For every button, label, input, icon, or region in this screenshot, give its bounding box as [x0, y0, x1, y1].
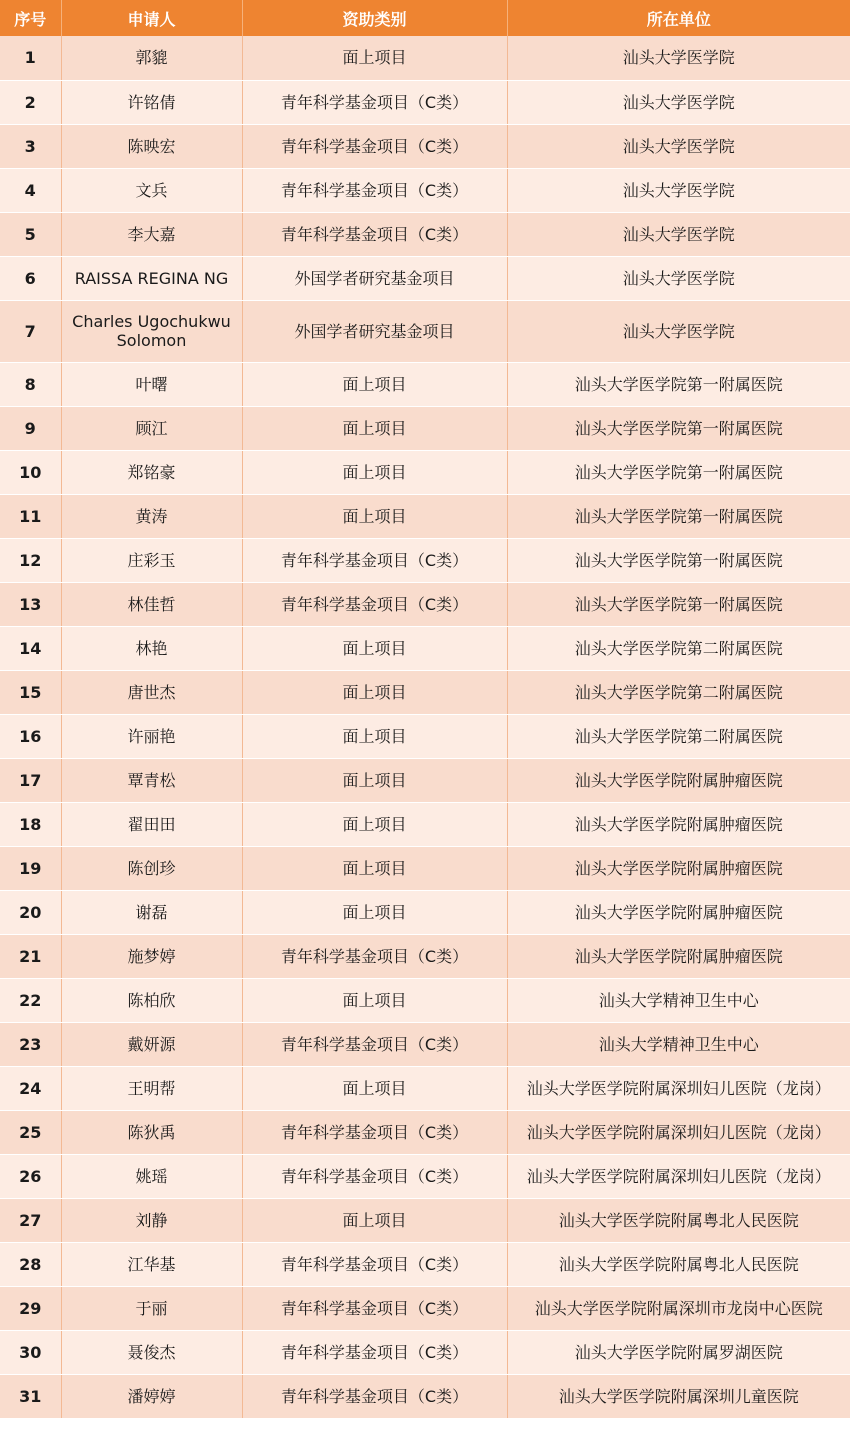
serial-cell: 19	[0, 846, 61, 890]
institution-cell: 汕头大学医学院	[507, 212, 850, 256]
funding-type-cell: 青年科学基金项目（C类）	[242, 1154, 507, 1198]
institution-cell: 汕头大学医学院附属罗湖医院	[507, 1330, 850, 1374]
applicant-cell: 庄彩玉	[61, 538, 242, 582]
serial-cell: 3	[0, 124, 61, 168]
table-header-row	[0, 0, 850, 36]
applicant-cell: 郑铭豪	[61, 450, 242, 494]
header-applicant: 申请人	[61, 0, 242, 36]
applicant-cell: 翟田田	[61, 802, 242, 846]
serial-cell: 17	[0, 758, 61, 802]
serial-cell: 14	[0, 626, 61, 670]
serial-cell: 6	[0, 256, 61, 300]
institution-cell: 汕头大学医学院附属肿瘤医院	[507, 802, 850, 846]
table-row	[0, 934, 850, 978]
applicant-cell: 文兵	[61, 168, 242, 212]
funding-type-cell: 青年科学基金项目（C类）	[242, 1242, 507, 1286]
serial-cell: 7	[0, 300, 61, 362]
funding-type-cell: 面上项目	[242, 406, 507, 450]
applicant-cell: 陈创珍	[61, 846, 242, 890]
funding-type-cell: 面上项目	[242, 758, 507, 802]
applicant-cell: 唐世杰	[61, 670, 242, 714]
serial-cell: 11	[0, 494, 61, 538]
funding-type-cell: 青年科学基金项目（C类）	[242, 582, 507, 626]
institution-cell: 汕头大学医学院附属深圳妇儿医院（龙岗）	[507, 1110, 850, 1154]
table-row	[0, 450, 850, 494]
funding-type-cell: 面上项目	[242, 450, 507, 494]
serial-cell: 21	[0, 934, 61, 978]
institution-cell: 汕头大学医学院	[507, 168, 850, 212]
table-row	[0, 300, 850, 362]
serial-cell: 15	[0, 670, 61, 714]
table-row	[0, 1374, 850, 1418]
institution-cell: 汕头大学医学院附属粤北人民医院	[507, 1242, 850, 1286]
applicant-cell: 林佳哲	[61, 582, 242, 626]
serial-cell: 12	[0, 538, 61, 582]
institution-cell: 汕头大学医学院	[507, 36, 850, 80]
institution-cell: 汕头大学医学院第一附属医院	[507, 362, 850, 406]
funding-type-cell: 面上项目	[242, 494, 507, 538]
header-serial: 序号	[0, 0, 61, 36]
table-row	[0, 494, 850, 538]
funding-type-cell: 青年科学基金项目（C类）	[242, 124, 507, 168]
institution-cell: 汕头大学医学院附属深圳妇儿医院（龙岗）	[507, 1154, 850, 1198]
serial-cell: 27	[0, 1198, 61, 1242]
table-row	[0, 758, 850, 802]
funding-type-cell: 青年科学基金项目（C类）	[242, 1286, 507, 1330]
funding-type-cell: 面上项目	[242, 1198, 507, 1242]
table-body	[0, 36, 850, 1418]
serial-cell: 2	[0, 80, 61, 124]
funding-type-cell: 面上项目	[242, 670, 507, 714]
institution-cell: 汕头大学医学院附属深圳市龙岗中心医院	[507, 1286, 850, 1330]
applicant-cell: 覃青松	[61, 758, 242, 802]
applicant-cell: 施梦婷	[61, 934, 242, 978]
institution-cell: 汕头大学精神卫生中心	[507, 978, 850, 1022]
funding-type-cell: 面上项目	[242, 362, 507, 406]
serial-cell: 31	[0, 1374, 61, 1418]
applicant-cell: 郭貔	[61, 36, 242, 80]
table-row	[0, 124, 850, 168]
table-row	[0, 1110, 850, 1154]
applicant-cell: 谢磊	[61, 890, 242, 934]
funding-type-cell: 面上项目	[242, 714, 507, 758]
table-row	[0, 362, 850, 406]
serial-cell: 23	[0, 1022, 61, 1066]
table-row	[0, 256, 850, 300]
applicant-cell: 顾江	[61, 406, 242, 450]
table-row	[0, 1022, 850, 1066]
institution-cell: 汕头大学医学院	[507, 80, 850, 124]
applicant-cell: 王明帮	[61, 1066, 242, 1110]
serial-cell: 16	[0, 714, 61, 758]
table-row	[0, 538, 850, 582]
table-row	[0, 978, 850, 1022]
institution-cell: 汕头大学医学院附属深圳妇儿医院（龙岗）	[507, 1066, 850, 1110]
table-row	[0, 36, 850, 80]
applicant-cell: 刘静	[61, 1198, 242, 1242]
serial-cell: 26	[0, 1154, 61, 1198]
serial-cell: 13	[0, 582, 61, 626]
header-institution: 所在单位	[507, 0, 850, 36]
table-row	[0, 168, 850, 212]
institution-cell: 汕头大学医学院附属肿瘤医院	[507, 758, 850, 802]
funding-type-cell: 青年科学基金项目（C类）	[242, 934, 507, 978]
institution-cell: 汕头大学医学院附属肿瘤医院	[507, 846, 850, 890]
institution-cell: 汕头大学医学院附属肿瘤医院	[507, 934, 850, 978]
serial-cell: 24	[0, 1066, 61, 1110]
applicant-cell: 江华基	[61, 1242, 242, 1286]
serial-cell: 4	[0, 168, 61, 212]
institution-cell: 汕头大学医学院第二附属医院	[507, 670, 850, 714]
table-row	[0, 626, 850, 670]
institution-cell: 汕头大学医学院第一附属医院	[507, 406, 850, 450]
institution-cell: 汕头大学精神卫生中心	[507, 1022, 850, 1066]
header-funding-type: 资助类别	[242, 0, 507, 36]
serial-cell: 20	[0, 890, 61, 934]
applicant-cell: 许铭倩	[61, 80, 242, 124]
funding-type-cell: 面上项目	[242, 626, 507, 670]
applicant-cell: RAISSA REGINA NG	[61, 256, 242, 300]
serial-cell: 1	[0, 36, 61, 80]
funding-type-cell: 青年科学基金项目（C类）	[242, 1022, 507, 1066]
funding-type-cell: 面上项目	[242, 1066, 507, 1110]
table-row	[0, 1198, 850, 1242]
serial-cell: 8	[0, 362, 61, 406]
table-row	[0, 670, 850, 714]
institution-cell: 汕头大学医学院附属肿瘤医院	[507, 890, 850, 934]
institution-cell: 汕头大学医学院第一附属医院	[507, 582, 850, 626]
institution-cell: 汕头大学医学院第二附属医院	[507, 626, 850, 670]
funding-type-cell: 青年科学基金项目（C类）	[242, 80, 507, 124]
table-row	[0, 582, 850, 626]
applicant-cell: 陈狄禹	[61, 1110, 242, 1154]
serial-cell: 9	[0, 406, 61, 450]
serial-cell: 28	[0, 1242, 61, 1286]
applicant-cell: 黄涛	[61, 494, 242, 538]
serial-cell: 25	[0, 1110, 61, 1154]
funding-type-cell: 面上项目	[242, 802, 507, 846]
applicant-cell: 潘婷婷	[61, 1374, 242, 1418]
serial-cell: 10	[0, 450, 61, 494]
funding-type-cell: 青年科学基金项目（C类）	[242, 168, 507, 212]
table-row	[0, 1330, 850, 1374]
applicant-cell: 许丽艳	[61, 714, 242, 758]
serial-cell: 29	[0, 1286, 61, 1330]
applicant-cell: 李大嘉	[61, 212, 242, 256]
applicant-cell: 陈柏欣	[61, 978, 242, 1022]
funding-type-cell: 面上项目	[242, 36, 507, 80]
institution-cell: 汕头大学医学院附属深圳儿童医院	[507, 1374, 850, 1418]
funding-type-cell: 面上项目	[242, 846, 507, 890]
institution-cell: 汕头大学医学院	[507, 256, 850, 300]
funding-type-cell: 青年科学基金项目（C类）	[242, 1110, 507, 1154]
applicant-cell: 姚瑶	[61, 1154, 242, 1198]
table-row	[0, 1242, 850, 1286]
serial-cell: 5	[0, 212, 61, 256]
applicant-cell: 叶曙	[61, 362, 242, 406]
funding-type-cell: 面上项目	[242, 978, 507, 1022]
table-row	[0, 714, 850, 758]
table-row	[0, 1154, 850, 1198]
table-row	[0, 80, 850, 124]
applicant-cell: Charles Ugochukwu Solomon	[61, 300, 242, 362]
table-row	[0, 406, 850, 450]
funding-type-cell: 青年科学基金项目（C类）	[242, 538, 507, 582]
table-row	[0, 890, 850, 934]
serial-cell: 22	[0, 978, 61, 1022]
applicant-cell: 聂俊杰	[61, 1330, 242, 1374]
applicant-cell: 戴妍源	[61, 1022, 242, 1066]
table-row	[0, 846, 850, 890]
institution-cell: 汕头大学医学院第一附属医院	[507, 494, 850, 538]
serial-cell: 18	[0, 802, 61, 846]
applicant-cell: 林艳	[61, 626, 242, 670]
institution-cell: 汕头大学医学院	[507, 124, 850, 168]
table-row	[0, 802, 850, 846]
funding-type-cell: 青年科学基金项目（C类）	[242, 1374, 507, 1418]
institution-cell: 汕头大学医学院第二附属医院	[507, 714, 850, 758]
institution-cell: 汕头大学医学院	[507, 300, 850, 362]
institution-cell: 汕头大学医学院第一附属医院	[507, 538, 850, 582]
funding-type-cell: 外国学者研究基金项目	[242, 256, 507, 300]
serial-cell: 30	[0, 1330, 61, 1374]
applicant-cell: 陈映宏	[61, 124, 242, 168]
table-row	[0, 1286, 850, 1330]
funding-type-cell: 青年科学基金项目（C类）	[242, 1330, 507, 1374]
institution-cell: 汕头大学医学院附属粤北人民医院	[507, 1198, 850, 1242]
applicant-cell: 于丽	[61, 1286, 242, 1330]
funding-type-cell: 外国学者研究基金项目	[242, 300, 507, 362]
table-row	[0, 1066, 850, 1110]
institution-cell: 汕头大学医学院第一附属医院	[507, 450, 850, 494]
funding-type-cell: 青年科学基金项目（C类）	[242, 212, 507, 256]
funding-type-cell: 面上项目	[242, 890, 507, 934]
table-row	[0, 212, 850, 256]
